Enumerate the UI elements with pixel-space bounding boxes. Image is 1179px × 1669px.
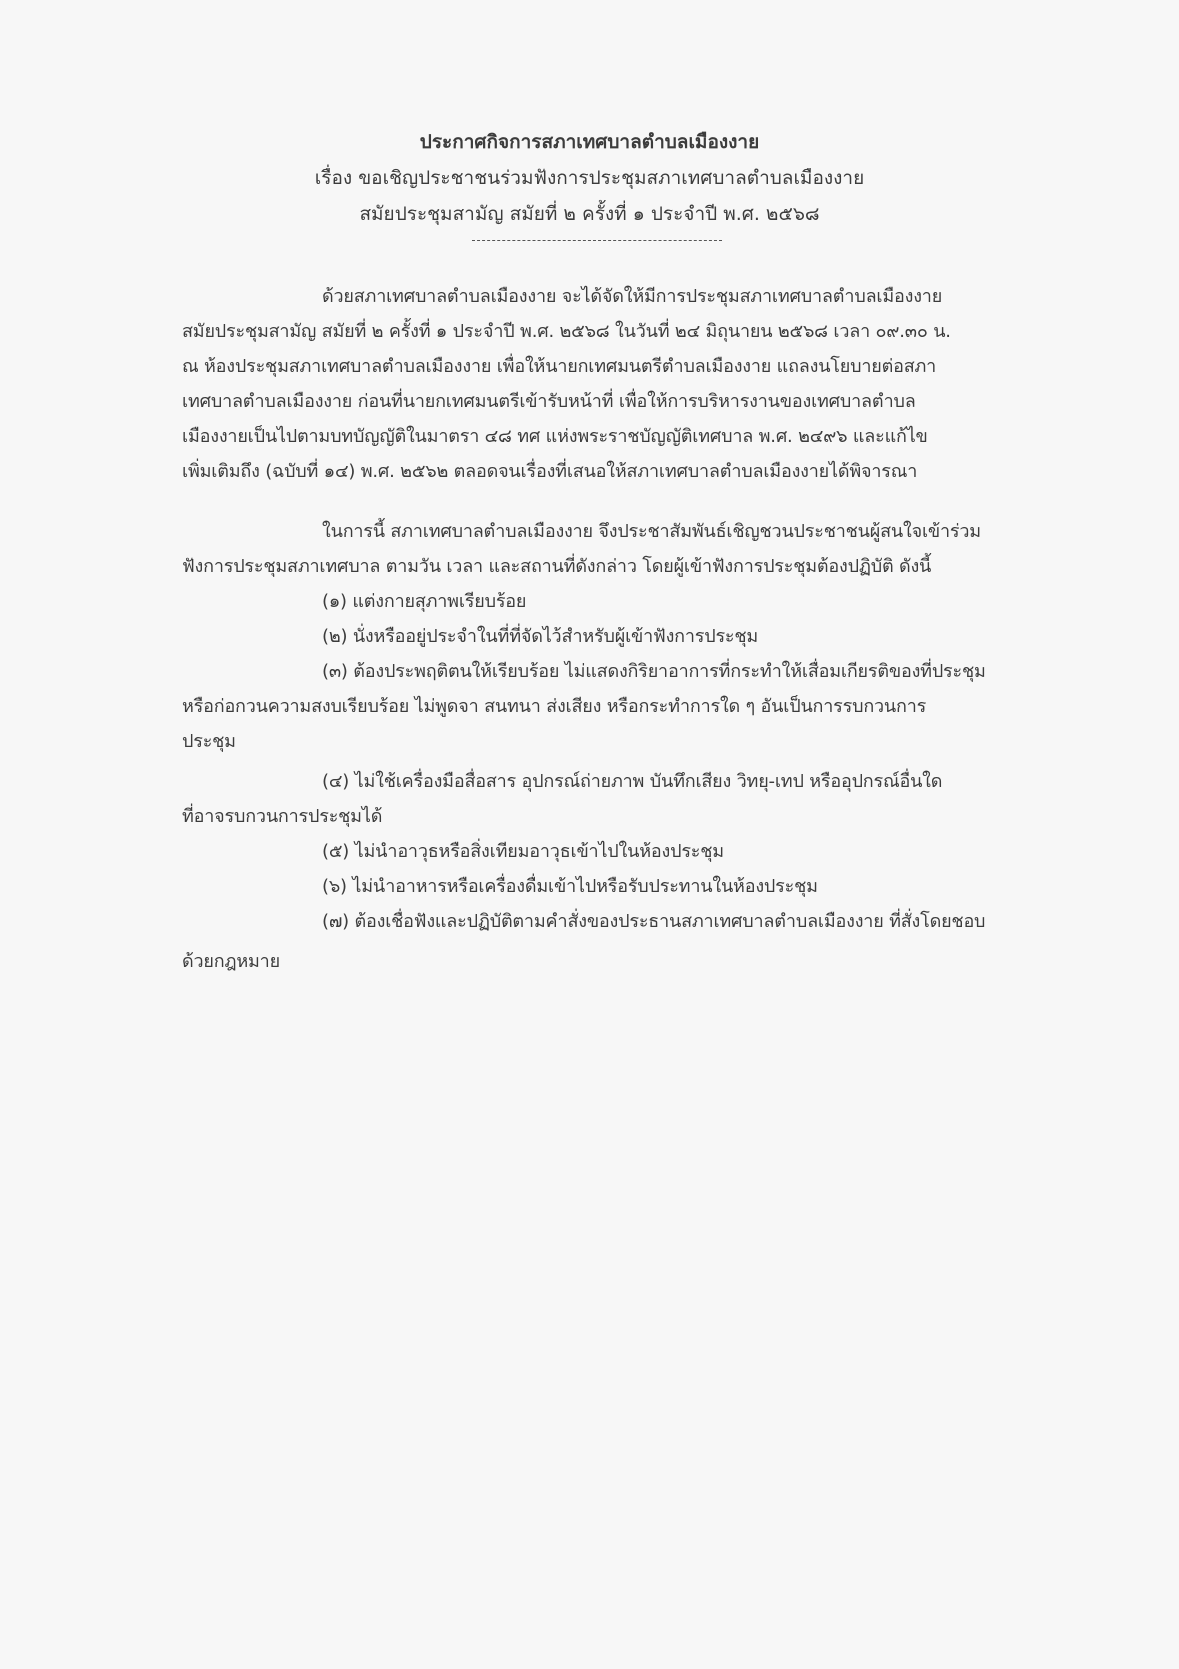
rule-item: (๖) ไม่นำอาหารหรือเครื่องดื่มเข้าไปหรือรับประทานในห้องประชุม <box>322 876 818 897</box>
rule-item: (๒) นั่งหรืออยู่ประจำในที่ที่จัดไว้สำหรับผู้เข้าฟังการประชุม <box>322 626 759 647</box>
paragraph1-line: เมืองงายเป็นไปตามบทบัญญัติในมาตรา ๔๘ ทศ แห่งพระราชบัญญัติเทศบาล พ.ศ. ๒๔๙๖ และแก้ไข <box>182 426 928 447</box>
paragraph2-line: ฟังการประชุมสภาเทศบาล ตามวัน เวลา และสถานที่ดังกล่าว โดยผู้เข้าฟังการประชุมต้องปฏิบัติ ดังนี้ <box>182 556 932 577</box>
document-title: ประกาศกิจการสภาเทศบาลตำบลเมืองงาย <box>419 131 760 153</box>
document-subject: เรื่อง ขอเชิญประชาชนร่วมฟังการประชุมสภาเทศบาลตำบลเมืองงาย <box>314 167 865 189</box>
rule-item: (๕) ไม่นำอาวุธหรือสิ่งเทียมอาวุธเข้าไปในห้องประชุม <box>322 841 724 862</box>
header-divider <box>472 240 722 241</box>
rule-item: (๓) ต้องประพฤติตนให้เรียบร้อย ไม่แสดงกิริยาอาการที่กระทำให้เสื่อมเกียรติของที่ประชุม <box>322 661 986 682</box>
rule-item-continuation: หรือก่อกวนความสงบเรียบร้อย ไม่พูดจา สนทนา ส่งเสียง หรือกระทำการใด ๆ อันเป็นการรบกวนการ <box>182 696 927 717</box>
rule-item: (๑) แต่งกายสุภาพเรียบร้อย <box>322 591 527 612</box>
rule-item: (๗) ต้องเชื่อฟังและปฏิบัติตามคำสั่งของประธานสภาเทศบาลตำบลเมืองงาย ที่สั่งโดยชอบ <box>322 911 986 932</box>
document-header <box>0 124 1179 232</box>
paragraph2-line: ในการนี้ สภาเทศบาลตำบลเมืองงาย จึงประชาสัมพันธ์เชิญชวนประชาชนผู้สนใจเข้าร่วม <box>322 521 981 542</box>
paragraph1-line: ด้วยสภาเทศบาลตำบลเมืองงาย จะได้จัดให้มีการประชุมสภาเทศบาลตำบลเมืองงาย <box>322 286 943 307</box>
paragraph1-line: เพิ่มเติมถึง (ฉบับที่ ๑๔) พ.ศ. ๒๕๖๒ ตลอดจนเรื่องที่เสนอให้สภาเทศบาลตำบลเมืองงายได้พิจารณา <box>182 461 918 482</box>
rule-item-continuation: ที่อาจรบกวนการประชุมได้ <box>182 806 383 827</box>
paragraph1-line: เทศบาลตำบลเมืองงาย ก่อนที่นายกเทศมนตรีเข้ารับหน้าที่ เพื่อให้การบริหารงานของเทศบาลตำบล <box>182 391 916 412</box>
paragraph1-line: สมัยประชุมสามัญ สมัยที่ ๒ ครั้งที่ ๑ ประจำปี พ.ศ. ๒๕๖๘ ในวันที่ ๒๔ มิถุนายน ๒๕๖๘ เวลา ๐๙.๓๐ น. <box>182 321 951 342</box>
paragraph1-line: ณ ห้องประชุมสภาเทศบาลตำบลเมืองงาย เพื่อให้นายกเทศมนตรีตำบลเมืองงาย แถลงนโยบายต่อสภา <box>182 356 937 377</box>
rule-item-continuation: ด้วยกฎหมาย <box>182 951 280 972</box>
rule-item: (๔) ไม่ใช้เครื่องมือสื่อสาร อุปกรณ์ถ่ายภาพ บันทึกเสียง วิทยุ-เทป หรืออุปกรณ์อื่นใด <box>322 771 943 792</box>
rule-item-continuation: ประชุม <box>182 731 236 752</box>
document-session: สมัยประชุมสามัญ สมัยที่ ๒ ครั้งที่ ๑ ประจำปี พ.ศ. ๒๕๖๘ <box>359 203 820 225</box>
